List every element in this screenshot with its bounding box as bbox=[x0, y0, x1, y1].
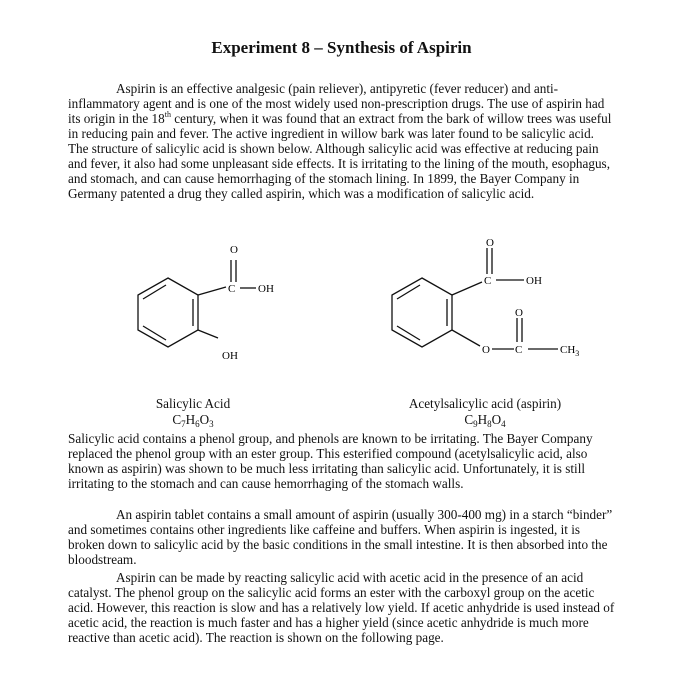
ring-double-bond bbox=[397, 326, 420, 340]
salicylic-acid-structure bbox=[118, 236, 318, 366]
salicylic-acid-formula: $C_7H_6O_3$ bbox=[172, 412, 214, 429]
benzene-ring bbox=[392, 278, 452, 347]
ring-to-carbon-bond bbox=[198, 287, 226, 295]
intro-paragraph bbox=[68, 81, 616, 201]
carbonyl-o-atom: O bbox=[230, 244, 238, 256]
phenol-oh-atom: OH bbox=[222, 350, 238, 362]
aspirin-formula: $C_9H_8O_4$ bbox=[464, 412, 506, 429]
ring-to-ester-o-bond bbox=[452, 330, 480, 346]
methyl-group: $CH_3$ bbox=[560, 344, 580, 358]
ester-o-atom: O bbox=[482, 344, 490, 356]
salicylic-acid-label bbox=[118, 396, 268, 428]
intro-text-part1: Aspirin is an effective analgesic (pain reliever), antipyretic (fever reducer) and anti-inflammatory agent and is one of the most widely used non-prescription drugs. The use of aspirin had its origin in the 18 bbox=[68, 81, 605, 126]
carboxyl-oh-atom: OH bbox=[258, 283, 274, 295]
ring-double-bond bbox=[143, 285, 166, 299]
intro-superscript: th bbox=[164, 110, 171, 119]
tablet-paragraph: An aspirin tablet contains a small amount of aspirin (usually 300-400 mg) in a starch “binder” and sometimes contains other ingredients like caffeine and buffers. When aspirin is ingested, it is broken down to salicylic acid by the basic conditions in the small intestine. It is then absorbed into the bloodstream. bbox=[68, 507, 613, 567]
carboxyl-oh-atom: OH bbox=[526, 275, 542, 287]
salicylic-acid-name: Salicylic Acid bbox=[155, 396, 231, 411]
aspirin-structure bbox=[372, 236, 612, 366]
ring-to-oh-bond bbox=[198, 330, 218, 338]
phenol-paragraph: Salicylic acid contains a phenol group, and phenols are known to be irritating. The Bayer Company replaced the phenol group with an ester group. This esterified compound (acetylsalicylic acid, also known as aspirin) was shown to be much less irritating than salicylic acid. Unfortunately, it is still irritating to the stomach and can cause hemorrhaging of the stomach walls. bbox=[68, 431, 593, 491]
ring-to-carbon-bond bbox=[452, 282, 482, 295]
ester-carbonyl-o-atom: O bbox=[515, 307, 523, 319]
synthesis-paragraph: Aspirin can be made by reacting salicylic acid with acetic acid in the presence of an acid catalyst. The phenol group on the salicylic acid forms an ester with the carboxyl group on the acetic acid. However, this reaction is slow and has a relatively low yield. If acetic anhydride is used instead of acetic acid, the reaction is much faster and has a higher yield (since acetic anhydride is much more reactive than acetic acid). The reaction is shown on the following page. bbox=[68, 570, 615, 645]
ring-double-bond bbox=[143, 326, 166, 340]
benzene-ring bbox=[138, 278, 198, 347]
document-title: Experiment 8 – Synthesis of Aspirin bbox=[211, 38, 472, 57]
aspirin-label bbox=[380, 396, 590, 428]
intro-text-part2: century, when it was found that an extract from the bark of willow trees was useful in reducing pain and fever. The active ingredient in willow bark was later found to be salicylic acid. The structure of salicylic acid is shown below. Although salicylic acid was effective at reducing pain and fever, it also had some unpleasant side effects. It is irritating to the lining of the mouth, esophagus, and stomach, and can cause hemorrhaging of the stomach lining. In 1899, the Bayer Company in Germany patented a drug they called aspirin, which was a modification of salicylic acid. bbox=[68, 111, 612, 201]
carbonyl-o-atom: O bbox=[486, 237, 494, 249]
carboxyl-c-atom: C bbox=[484, 275, 492, 287]
carboxyl-c-atom: C bbox=[228, 283, 236, 295]
aspirin-name: Acetylsalicylic acid (aspirin) bbox=[408, 396, 562, 411]
ring-double-bond bbox=[397, 285, 420, 299]
ester-c-atom: C bbox=[515, 344, 523, 356]
